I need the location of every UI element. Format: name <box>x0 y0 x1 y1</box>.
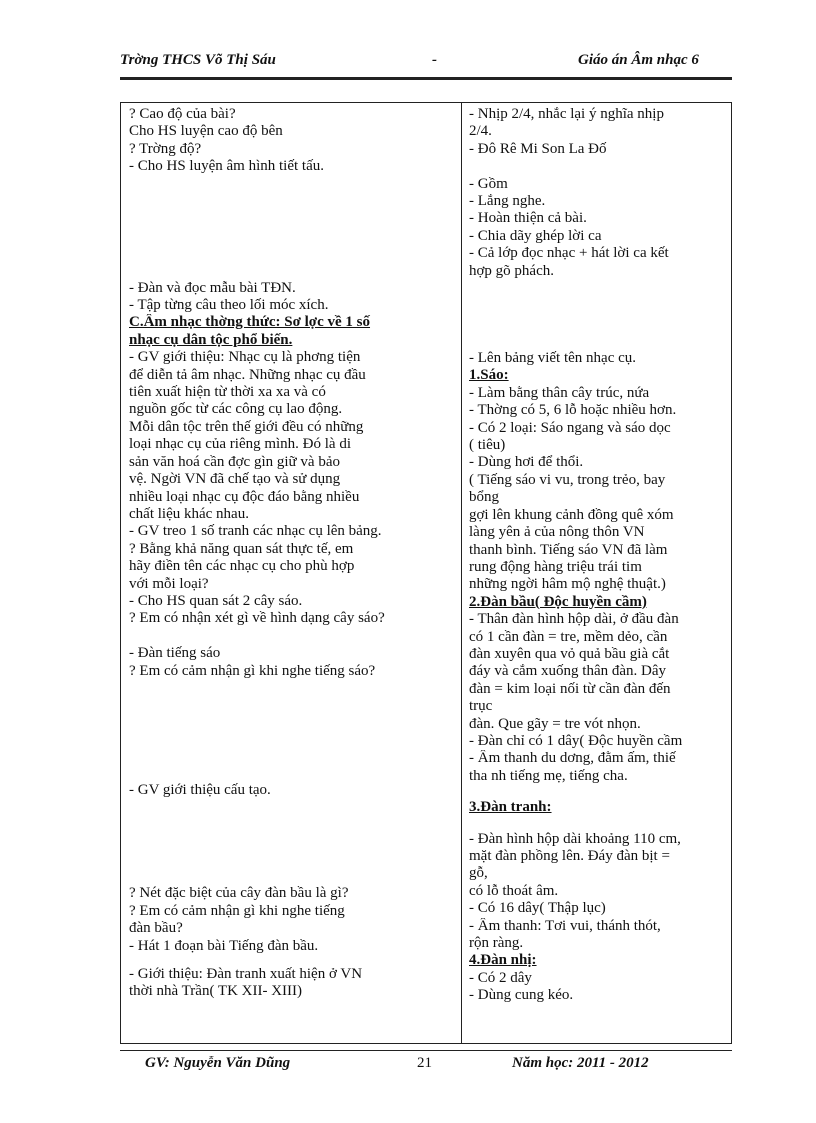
text-line: sản văn hoá cần đợc gìn giữ và bảo <box>129 453 340 470</box>
text-line: - Chia dãy ghép lời ca <box>469 227 602 244</box>
text-line: - Có 2 loại: Sáo ngang và sáo dọc <box>469 419 671 436</box>
text-line: - Hoàn thiện cả bài. <box>469 210 587 227</box>
text-line: - Làm bằng thân cây trúc, nứa <box>469 384 650 401</box>
text-line: - Dùng hơi để thổi. <box>469 454 584 471</box>
text-line: làng yên ả của nông thôn VN <box>469 524 645 541</box>
text-line: ? Em có cảm nhận gì khi nghe tiếng sáo? <box>129 662 376 679</box>
column-divider <box>461 103 462 1043</box>
text-line: - Nhịp 2/4, nhắc lại ý nghĩa nhịp <box>469 106 664 122</box>
text-line: đàn = kim loại nối từ cần đàn đến <box>469 680 671 697</box>
footer-year: Năm học: 2011 - 2012 <box>512 1055 649 1071</box>
text-line: loại nhạc cụ của riêng mình. Đó là di <box>129 436 352 453</box>
text-line: chất liệu khác nhau. <box>129 505 249 522</box>
text-line: những ngời hâm mộ nghệ thuật.) <box>469 576 666 593</box>
text-line: - Dùng cung kéo. <box>469 987 574 1004</box>
section-heading: 2.Đàn bầu( Độc huyền cầm) <box>469 593 647 610</box>
text-line: - Đàn và đọc mẫu bài TĐN. <box>129 279 296 296</box>
text-line: đàn bầu? <box>129 920 183 937</box>
text-line: ? Trờng độ? <box>129 140 202 157</box>
text-line: - Đàn tiếng sáo <box>129 645 221 662</box>
text-line: gợi lên khung cảnh đồng quê xóm <box>469 506 674 523</box>
header-subject: Giáo án Âm nhạc 6 <box>578 52 699 68</box>
section-heading: 3.Đàn tranh: <box>469 799 552 816</box>
text-line: đàn. Que gãy = tre vót nhọn. <box>469 715 641 732</box>
text-line: bổng <box>469 489 499 506</box>
header-dash: - <box>432 52 437 68</box>
text-line: - Gồm <box>469 175 508 192</box>
page-number: 21 <box>417 1055 432 1071</box>
header-school: Trờng THCS Võ Thị Sáu <box>120 52 276 68</box>
text-line: - Hát 1 đoạn bài Tiếng đàn bầu. <box>129 937 319 954</box>
text-line: vệ. Ngời VN đã chế tạo và sử dụng <box>129 471 341 488</box>
student-activity-column <box>469 106 731 1005</box>
text-line: - Âm thanh du dơng, đằm ấm, thiế <box>469 750 676 767</box>
text-line: hợp gõ phách. <box>469 262 554 279</box>
text-line: Cho HS luyện cao độ bên <box>129 123 283 140</box>
text-line: - Thờng có 5, 6 lỗ hoặc nhiều hơn. <box>469 402 677 419</box>
text-line: để diễn tả âm nhạc. Những nhạc cụ đầu <box>129 366 366 383</box>
text-line: - Cả lớp đọc nhạc + hát lời ca kết <box>469 245 669 262</box>
text-line: nhiều loại nhạc cụ độc đáo bằng nhiều <box>129 488 360 505</box>
text-line: - GV treo 1 số tranh các nhạc cụ lên bảng. <box>129 523 382 540</box>
text-line: - Tập từng câu theo lối móc xích. <box>129 297 329 314</box>
text-line: - Cho HS quan sát 2 cây sáo. <box>129 592 303 609</box>
text-line: có 1 cần đàn = tre, mềm dẻo, cần <box>469 628 668 645</box>
text-line: thanh bình. Tiếng sáo VN đã làm <box>469 541 668 558</box>
text-line: - Thân đàn hình hộp dài, ở đầu đàn <box>469 611 679 628</box>
text-line: - Đàn hình hộp dài khoảng 110 cm, <box>469 830 681 847</box>
text-line: - GV giới thiệu cấu tạo. <box>129 781 271 798</box>
text-line: ? Nét đặc biệt của cây đàn bầu là gì? <box>129 885 349 902</box>
text-line: Mỗi dân tộc trên thế giới đều có những <box>129 418 364 435</box>
text-line: ( Tiếng sáo vi vu, trong trẻo, bay <box>469 471 666 488</box>
text-line: đáy và cắm xuống thân đàn. Dây <box>469 663 667 680</box>
text-line: - Lên bảng viết tên nhạc cụ. <box>469 350 637 367</box>
text-line: - Lắng nghe. <box>469 193 546 210</box>
text-line: - Có 2 dây <box>469 969 532 986</box>
teacher-activity-column <box>129 106 455 1001</box>
text-line: rộn ràng. <box>469 935 524 952</box>
text-line: có lỗ thoát âm. <box>469 882 559 899</box>
text-line: - Có 16 dây( Thập lục) <box>469 900 606 917</box>
text-line: mặt đàn phồng lên. Đáy đàn bịt = <box>469 848 670 865</box>
header-rule <box>120 77 732 80</box>
text-line: - Cho HS luyện âm hình tiết tấu. <box>129 158 324 175</box>
text-line: - GV giới thiệu: Nhạc cụ là phơng tiện <box>129 349 361 366</box>
text-line: ? Bằng khả năng quan sát thực tế, em <box>129 540 354 557</box>
text-line: - Đô Rê Mi Son La Đố <box>469 140 607 157</box>
text-line: ? Em có nhận xét gì về hình dạng cây sáo? <box>129 610 385 627</box>
text-line: gỗ, <box>469 865 488 882</box>
section-heading: C.Âm nhạc thờng thức: Sơ lợc về 1 số <box>129 314 371 331</box>
text-line: ( tiêu) <box>469 437 506 454</box>
text-line: nguồn gốc từ các công cụ lao động. <box>129 401 343 418</box>
text-line: trục <box>469 698 493 715</box>
text-line: - Đàn chỉ có 1 dây( Độc huyền cầm <box>469 732 683 749</box>
section-heading: 1.Sáo: <box>469 367 509 384</box>
text-line: thời nhà Trần( TK XII- XIII) <box>129 983 303 1000</box>
text-line: ? Cao độ của bài? <box>129 106 236 122</box>
text-line: tiên xuất hiện từ thời xa xa và có <box>129 384 326 401</box>
section-heading: nhạc cụ dân tộc phổ biến. <box>129 331 293 348</box>
text-line: với mỗi loại? <box>129 575 209 592</box>
text-line: - Âm thanh: Tơi vui, thánh thót, <box>469 917 661 934</box>
section-heading: 4.Đàn nhị: <box>469 952 537 969</box>
footer-teacher: GV: Nguyễn Văn Dũng <box>145 1055 291 1071</box>
text-line: 2/4. <box>469 123 492 140</box>
lesson-table <box>120 102 732 1044</box>
footer-rule <box>120 1050 732 1051</box>
text-line: - Giới thiệu: Đàn tranh xuất hiện ở VN <box>129 965 363 982</box>
text-line: tha nh tiếng mẹ, tiếng cha. <box>469 767 628 784</box>
text-line: hãy điền tên các nhạc cụ cho phù hợp <box>129 558 355 575</box>
text-line: ? Em có cảm nhận gì khi nghe tiếng <box>129 902 345 919</box>
text-line: rung động hàng triệu trái tim <box>469 558 642 575</box>
text-line: đàn xuyên qua vỏ quả bầu già cắt <box>469 645 670 662</box>
